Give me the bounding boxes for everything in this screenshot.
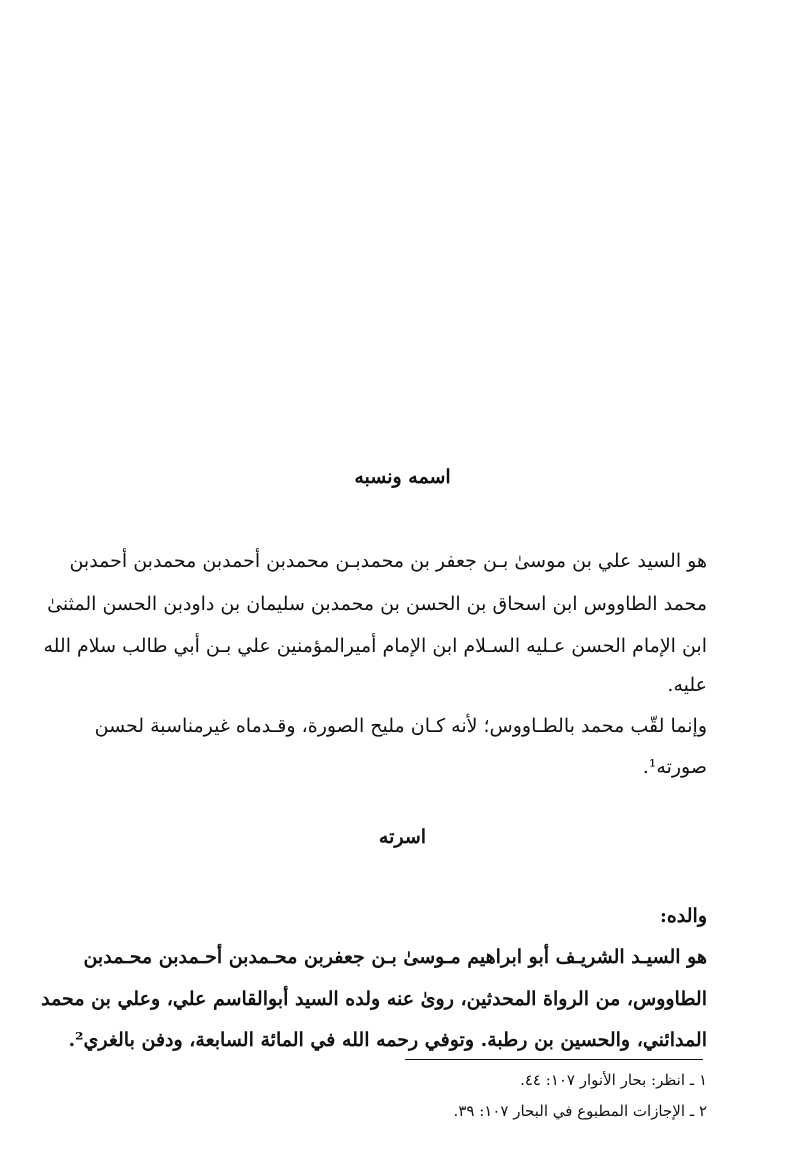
- footnote-2: ٢ ـ الإجازات المطبوع في البحار ١٠٧: ٣٩.: [453, 1102, 707, 1120]
- paragraph-line: هو السيد علي بن موسىٰ بـن جعفر بن محمدبـن محمدبن أحمدبن محمدبن أحمدبن: [69, 550, 707, 572]
- paragraph-line: هو السيـد الشريـف أبو ابراهيم مـوسىٰ بـن جعفربن محـمدبن أحـمدبن محـمدبن: [83, 946, 707, 968]
- paragraph-line: عليه.: [667, 674, 707, 696]
- paragraph-line: محمد الطاووس ابن اسحاق بن الحسن بن محمدبن سليمان بن داودبن الحسن المثنىٰ: [47, 593, 707, 615]
- paragraph-line: صورته¹.: [642, 756, 707, 778]
- paragraph-line: الطاووس، من الرواة المحدثين، روىٰ عنه ولده السيد أبوالقاسم علي، وعلي بن محمد: [41, 988, 707, 1010]
- section-heading-family: اسرته: [378, 826, 427, 848]
- paragraph-line: وإنما لقّب محمد بالطـاووس؛ لأنه كـان مليح الصورة، وقـدماه غيرمناسبة لحسن: [94, 715, 707, 737]
- section-heading-name-lineage: اسمه ونسبه: [354, 466, 451, 488]
- paragraph-line: ابن الإمام الحسن عـليه السـلام ابن الإمام أميرالمؤمنين علي بـن أبي طالب سلام الله: [43, 635, 707, 657]
- subheading-father: والده:: [659, 905, 707, 927]
- paragraph-line: المدائني، والحسين بن رطبة. وتوفي رحمه الله في المائة السابعة، ودفن بالغري².: [68, 1029, 707, 1051]
- footnote-separator: [405, 1059, 703, 1060]
- footnote-1: ١ ـ انظر: بحار الأنوار ١٠٧: ٤٤.: [520, 1071, 707, 1089]
